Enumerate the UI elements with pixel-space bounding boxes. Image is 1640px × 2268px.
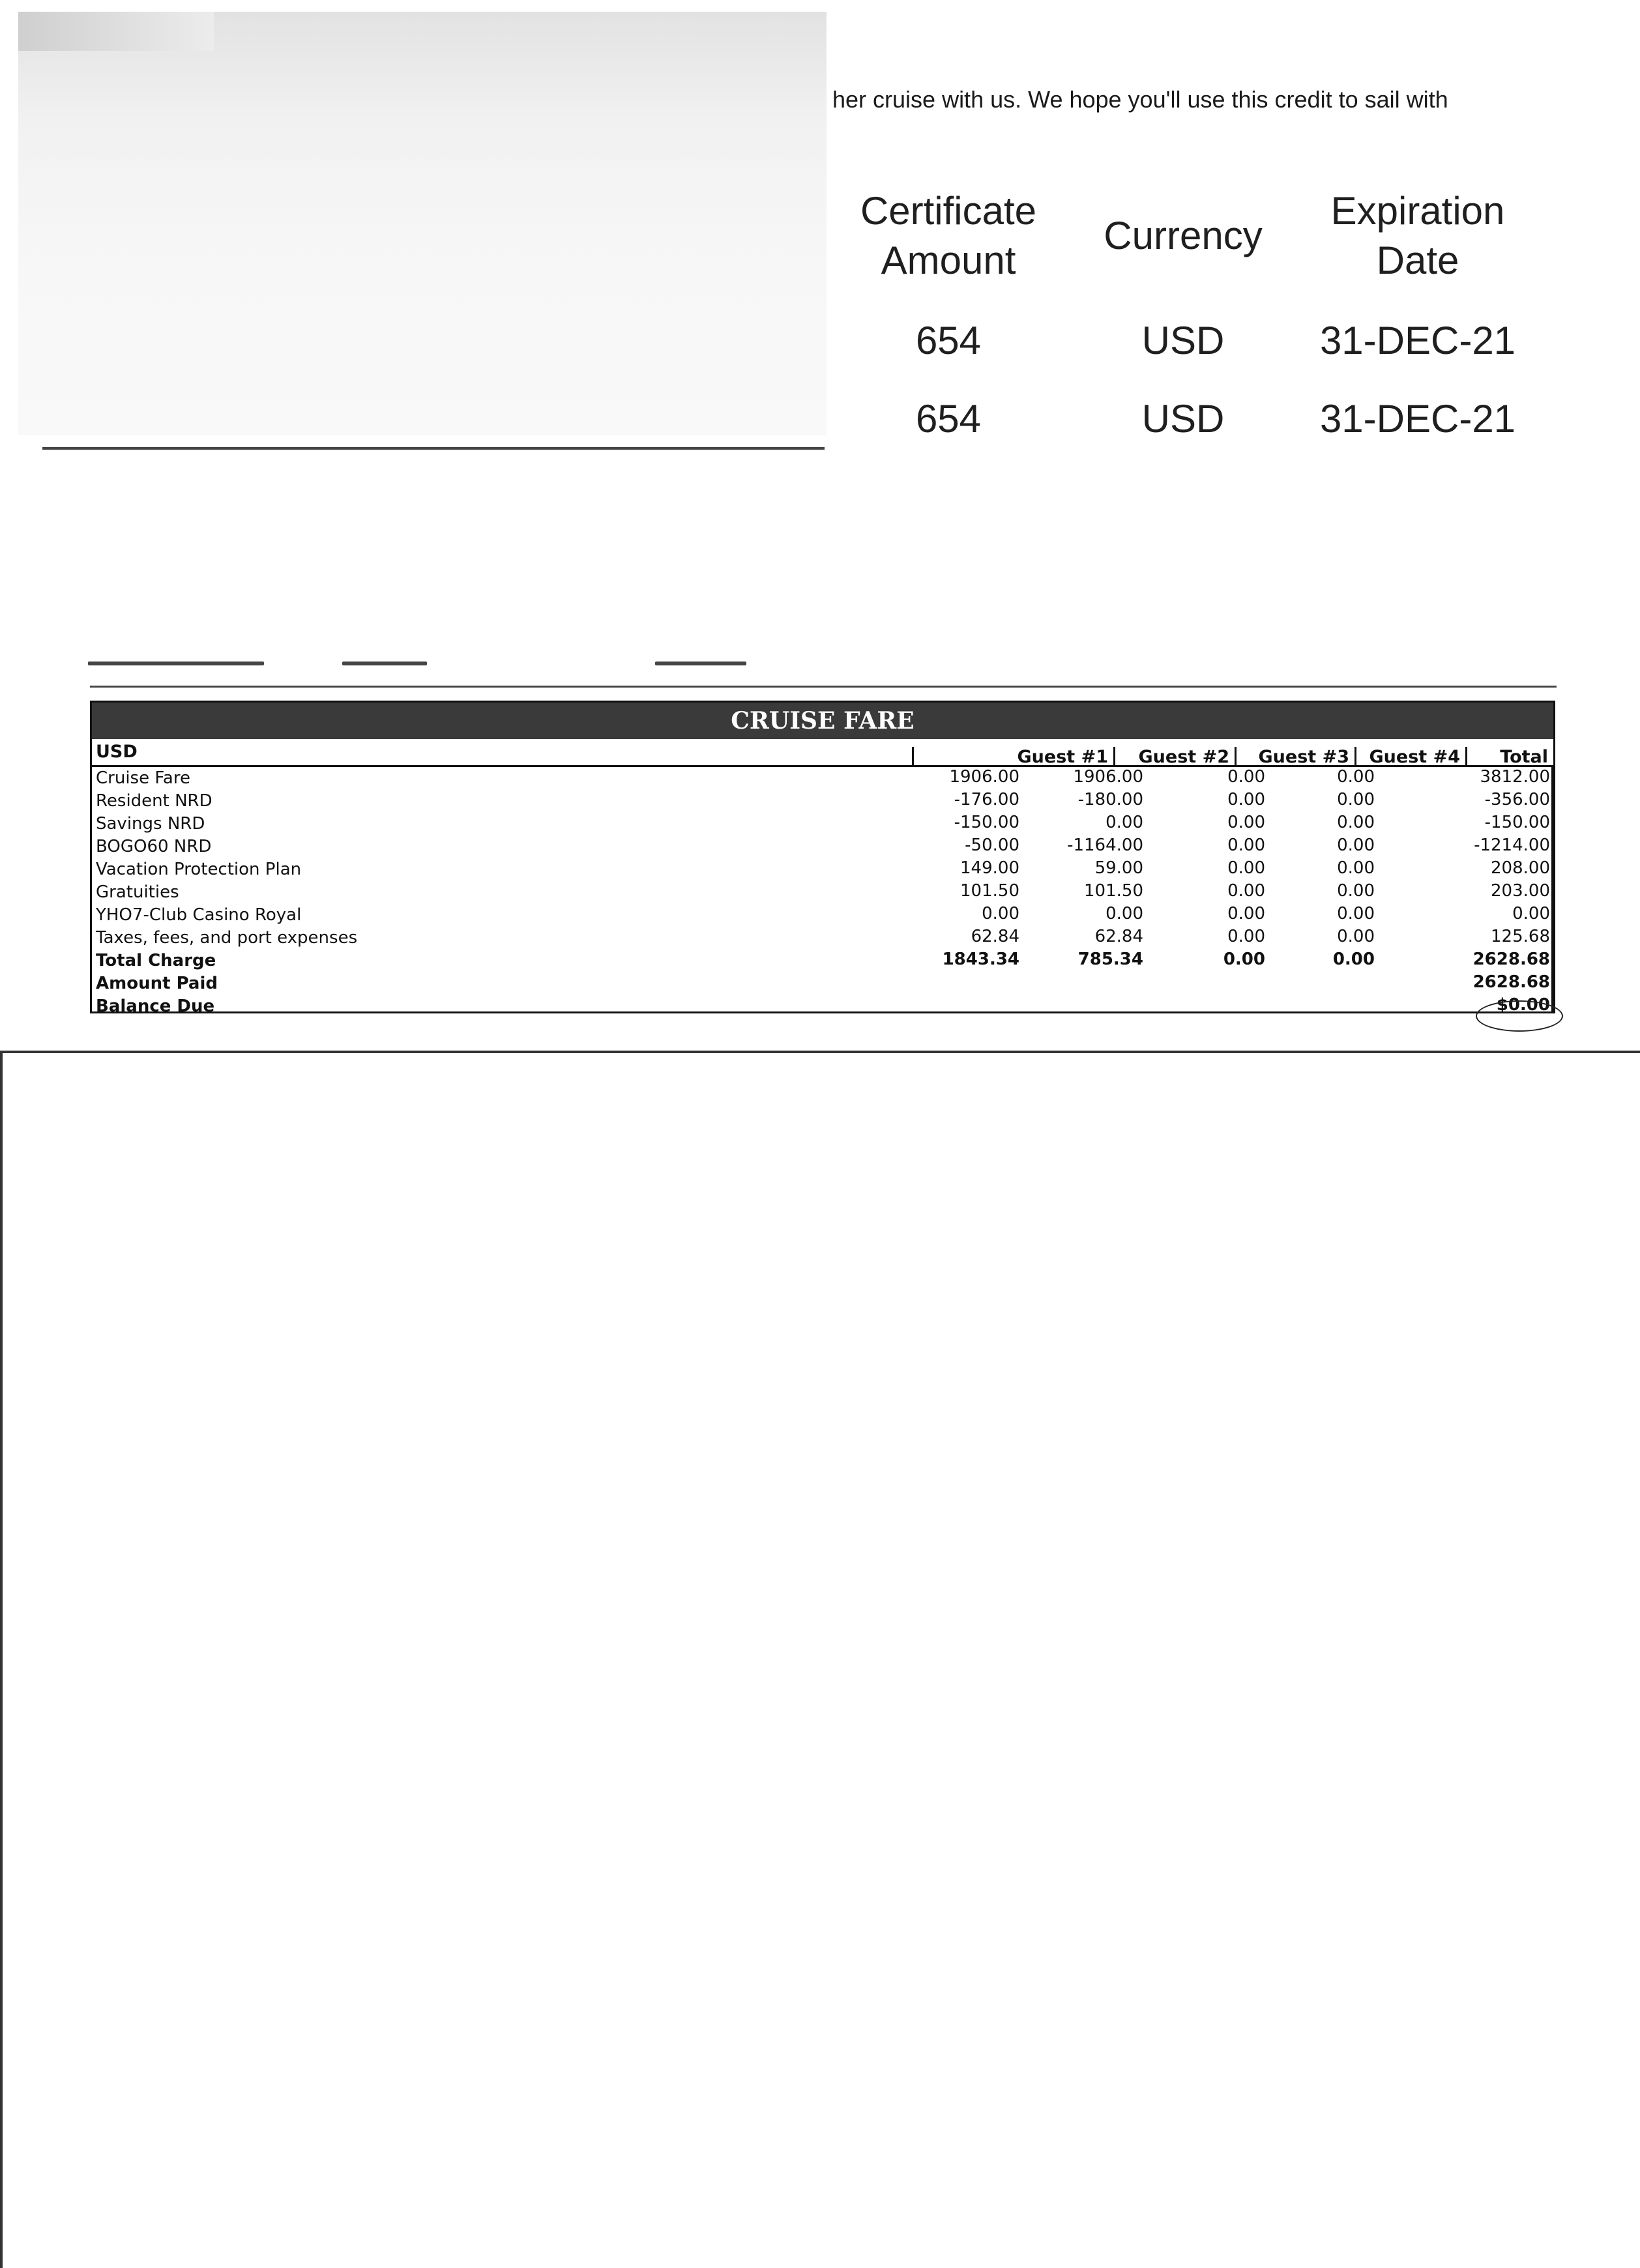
cell-value: 1906.00 <box>949 767 1019 787</box>
table-row <box>92 836 1553 858</box>
table-row <box>92 950 1553 972</box>
cell-value: 0.00 <box>1337 927 1375 946</box>
cell-value: 0.00 <box>1512 904 1550 923</box>
row-label: Balance Due <box>96 996 215 1016</box>
table-row <box>92 767 1553 790</box>
cert-expiration: 31-DEC-21 <box>1319 396 1516 441</box>
row-label: Resident NRD <box>96 791 212 811</box>
cell-value: 0.00 <box>1223 950 1265 969</box>
table-row <box>92 995 1553 1018</box>
row-label: BOGO60 NRD <box>96 837 212 856</box>
certificate-intro-text: her cruise with us. We hope you'll use this credit to sail with <box>832 86 1448 113</box>
cell-value: 1843.34 <box>942 950 1019 969</box>
cell-value: 0.00 <box>1337 813 1375 832</box>
cell-value: 0.00 <box>1337 881 1375 901</box>
table-row <box>92 881 1553 904</box>
cell-value: -1214.00 <box>1474 836 1550 855</box>
redaction-bottom-rule <box>42 447 825 450</box>
header-expiration-date: Expiration Date <box>1330 189 1505 282</box>
cell-value: -180.00 <box>1077 790 1143 809</box>
cell-value: 0.00 <box>1227 858 1265 878</box>
scan-redaction-area <box>18 12 827 435</box>
cell-value: 0.00 <box>1227 927 1265 946</box>
cell-value: 0.00 <box>1337 858 1375 878</box>
row-label: Savings NRD <box>96 814 205 834</box>
col-header-guest-2: Guest #2 <box>1115 747 1237 766</box>
col-header-total: Total <box>1500 747 1548 767</box>
cell-value: 0.00 <box>1227 790 1265 809</box>
cell-value: 3812.00 <box>1480 767 1550 787</box>
cell-value: 101.50 <box>1084 881 1143 901</box>
cruise-fare-title: CRUISE FARE <box>92 703 1553 739</box>
cell-value: 2628.68 <box>1472 950 1550 969</box>
row-label: YHO7-Club Casino Royal <box>96 905 302 925</box>
table-row <box>92 790 1553 813</box>
row-label: Gratuities <box>96 882 179 902</box>
row-label: Amount Paid <box>96 974 218 993</box>
cruise-fare-header-row <box>92 739 1553 767</box>
hand-drawn-circle <box>1476 1000 1563 1032</box>
cell-value: 0.00 <box>1337 767 1375 787</box>
cell-value: 62.84 <box>971 927 1019 946</box>
row-label: Total Charge <box>96 951 216 970</box>
cell-value: 785.34 <box>1077 950 1143 969</box>
cell-value: 101.50 <box>960 881 1019 901</box>
table-row <box>92 927 1553 950</box>
cell-value: 208.00 <box>1491 858 1550 878</box>
cell-value: 0.00 <box>1227 836 1265 855</box>
cell-value: -150.00 <box>1484 813 1550 832</box>
table-row <box>92 813 1553 836</box>
cell-value: 0.00 <box>1227 767 1265 787</box>
cell-value: 125.68 <box>1491 927 1550 946</box>
header-currency: Currency <box>1104 214 1263 257</box>
cell-value: -356.00 <box>1484 790 1550 809</box>
certificate-row <box>828 379 1538 458</box>
cruise-fare-body <box>92 767 1553 1018</box>
table-row <box>92 858 1553 881</box>
col-header-guest-3: Guest #3 <box>1237 747 1356 766</box>
cert-currency: USD <box>1141 396 1225 441</box>
total-column-border <box>1551 765 1553 1013</box>
cert-currency: USD <box>1141 318 1225 362</box>
page-left-edge <box>0 1051 3 2268</box>
col-header-guest-1: Guest #1 <box>912 747 1115 766</box>
cell-value: 0.00 <box>1227 813 1265 832</box>
cell-value: 0.00 <box>1227 904 1265 923</box>
row-label: Taxes, fees, and port expenses <box>96 928 358 948</box>
cropped-text-line <box>88 662 746 668</box>
cell-value: 0.00 <box>982 904 1019 923</box>
cert-expiration: 31-DEC-21 <box>1319 318 1516 362</box>
cruise-fare-table <box>90 701 1555 1016</box>
certificate-table-header <box>828 171 1538 301</box>
cell-value: $0.00 <box>1496 995 1550 1015</box>
cell-value: 62.84 <box>1094 927 1143 946</box>
cell-value: 0.00 <box>1106 904 1143 923</box>
currency-label: USD <box>96 742 138 762</box>
certificate-row <box>828 301 1538 379</box>
cell-value: 0.00 <box>1227 881 1265 901</box>
table-row <box>92 904 1553 927</box>
cert-amount: 654 <box>915 396 982 441</box>
cell-value: 203.00 <box>1491 881 1550 901</box>
cell-value: -1164.00 <box>1067 836 1143 855</box>
row-label: Cruise Fare <box>96 768 190 788</box>
cert-amount: 654 <box>915 318 982 362</box>
cell-value: 59.00 <box>1094 858 1143 878</box>
col-header-guest-4: Guest #4 <box>1356 747 1467 766</box>
cell-value: 0.00 <box>1337 790 1375 809</box>
cell-value: 0.00 <box>1337 836 1375 855</box>
scan-edge-shadow <box>18 12 214 51</box>
certificate-table <box>828 171 1538 458</box>
cell-value: -150.00 <box>954 813 1019 832</box>
cell-value: 0.00 <box>1106 813 1143 832</box>
cell-value: -176.00 <box>954 790 1019 809</box>
cell-value: 149.00 <box>960 858 1019 878</box>
row-label: Vacation Protection Plan <box>96 860 302 879</box>
cell-value: 0.00 <box>1337 904 1375 923</box>
header-certificate-amount: Certificate Amount <box>860 189 1037 282</box>
cell-value: 1906.00 <box>1073 767 1143 787</box>
table-row <box>92 972 1553 995</box>
page-fold-line <box>0 1051 1640 1053</box>
cell-value: 0.00 <box>1332 950 1375 969</box>
cell-value: 2628.68 <box>1472 972 1550 992</box>
section-divider <box>90 686 1557 688</box>
cell-value: -50.00 <box>965 836 1019 855</box>
